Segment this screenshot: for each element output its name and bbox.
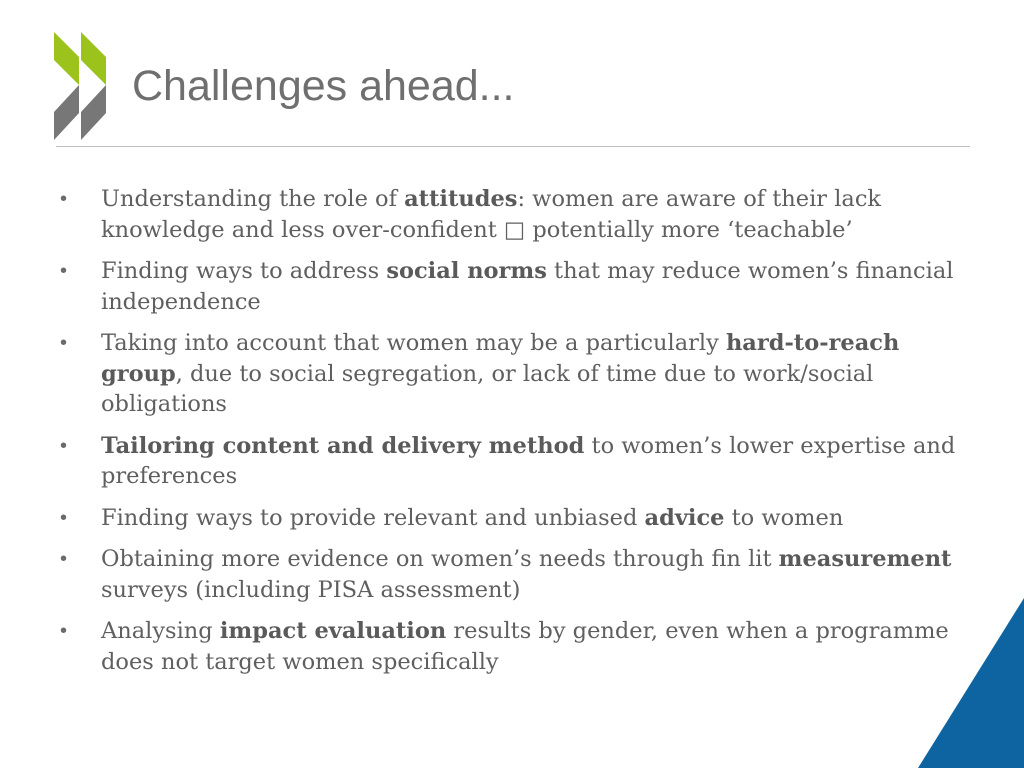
bullet-list: [56, 184, 956, 688]
bullet-emphasis: Tailoring content and delivery method: [101, 432, 585, 459]
bullet-emphasis: advice: [644, 504, 725, 531]
bullet-item: [56, 616, 956, 677]
bullet-emphasis: hard-to-reach group: [101, 330, 900, 387]
bullet-text: Taking into account that women may be a particularly: [101, 330, 726, 356]
bullet-item: [56, 256, 956, 317]
bullet-item: [56, 184, 956, 245]
bullet-dot-icon: •: [60, 260, 68, 282]
bullet-text: to women: [724, 504, 844, 531]
corner-triangle-decoration: [918, 598, 1024, 768]
bullet-dot-icon: •: [60, 434, 68, 457]
logo-right-green-chevron: [81, 32, 106, 85]
bullet-item: [56, 544, 956, 605]
bullet-text: results by gender, even when a programme does not target women specifically: [101, 618, 949, 675]
bullet-emphasis: attitudes: [404, 186, 518, 212]
bullet-text: Understanding the role of: [101, 186, 405, 212]
bullet-text: Finding ways to provide relevant and unbiased: [101, 504, 645, 531]
bullet-dot-icon: •: [60, 548, 68, 570]
bullet-emphasis: measurement: [778, 546, 952, 572]
bullet-text: : women are aware of their lack knowledge and less over-confident □ potentially more ‘teachable’: [101, 186, 882, 243]
bullet-text: surveys (including PISA assessment): [101, 576, 521, 603]
bullet-item: [56, 431, 956, 492]
bullet-text: Obtaining more evidence on women’s needs through fin lit: [101, 546, 779, 572]
oecd-logo-icon: [54, 32, 110, 140]
bullet-dot-icon: •: [60, 332, 68, 354]
bullet-dot-icon: •: [60, 506, 68, 529]
bullet-text: Finding ways to address: [101, 258, 387, 284]
bullet-dot-icon: •: [60, 188, 68, 210]
bullet-item: [56, 328, 956, 420]
bullet-dot-icon: •: [60, 620, 68, 642]
logo-left-green-chevron: [54, 32, 79, 85]
title-divider: [56, 146, 970, 147]
bullet-text: Analysing: [101, 618, 220, 644]
bullet-emphasis: social norms: [386, 258, 547, 284]
bullet-text: , due to social segregation, or lack of time due to work/social obligations: [101, 360, 874, 417]
bullet-emphasis: impact evaluation: [219, 618, 447, 644]
slide-title: Challenges ahead...: [132, 62, 515, 110]
bullet-item: [56, 503, 956, 534]
logo-right-gray-chevron: [81, 85, 106, 140]
bullet-text: to women’s lower expertise and preferences: [101, 432, 956, 489]
corner-blue-triangle: [918, 598, 1024, 768]
bullet-text: that may reduce women’s financial independence: [101, 258, 954, 315]
logo-left-gray-chevron: [54, 85, 79, 140]
